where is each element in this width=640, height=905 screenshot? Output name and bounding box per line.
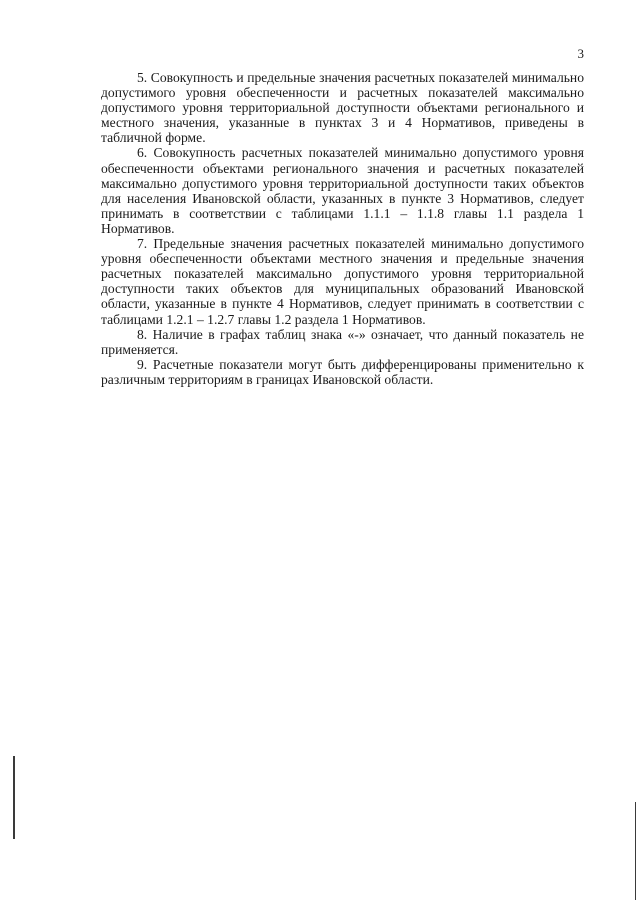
paragraph-7: 7. Предельные значения расчетных показателей минимально допустимого уровня обеспеченности объектами местного значения и предельные значения расчетных показателей максимально допустимого уровня территориальной доступности таких объектов для муниципальных образований Ивановской области, указанные в пункте 4 Нормативов, следует принимать в соответствии с таблицами 1.2.1 – 1.2.7 главы 1.2 раздела 1 Нормативов.	[101, 236, 584, 327]
paragraph-9: 9. Расчетные показатели могут быть дифференцированы применительно к различным территориям в границах Ивановской области.	[101, 356, 584, 387]
scan-edge-mark-left	[13, 756, 15, 839]
document-body	[101, 70, 584, 387]
paragraph-6: 6. Совокупность расчетных показателей минимально допустимого уровня обеспеченности объектами регионального значения и расчетных показателей максимально допустимого уровня территориальной доступности таких объектов для населения Ивановской области, указанных в пункте 3 Нормативов, следует принимать в соответствии с таблицами 1.1.1 – 1.1.8 главы 1.1 раздела 1 Нормативов.	[101, 145, 584, 236]
paragraph-8: 8. Наличие в графах таблиц знака «-» означает, что данный показатель не применяется.	[101, 326, 584, 357]
page-number: 3	[577, 46, 584, 61]
scan-edge-mark-right	[635, 802, 637, 900]
paragraph-5: 5. Совокупность и предельные значения расчетных показателей минимально допустимого уровня обеспеченности и расчетных показателей максимально допустимого уровня территориальной доступности объектами регионального и местного значения, указанные в пунктах 3 и 4 Нормативов, приведены в табличной форме.	[101, 70, 584, 146]
